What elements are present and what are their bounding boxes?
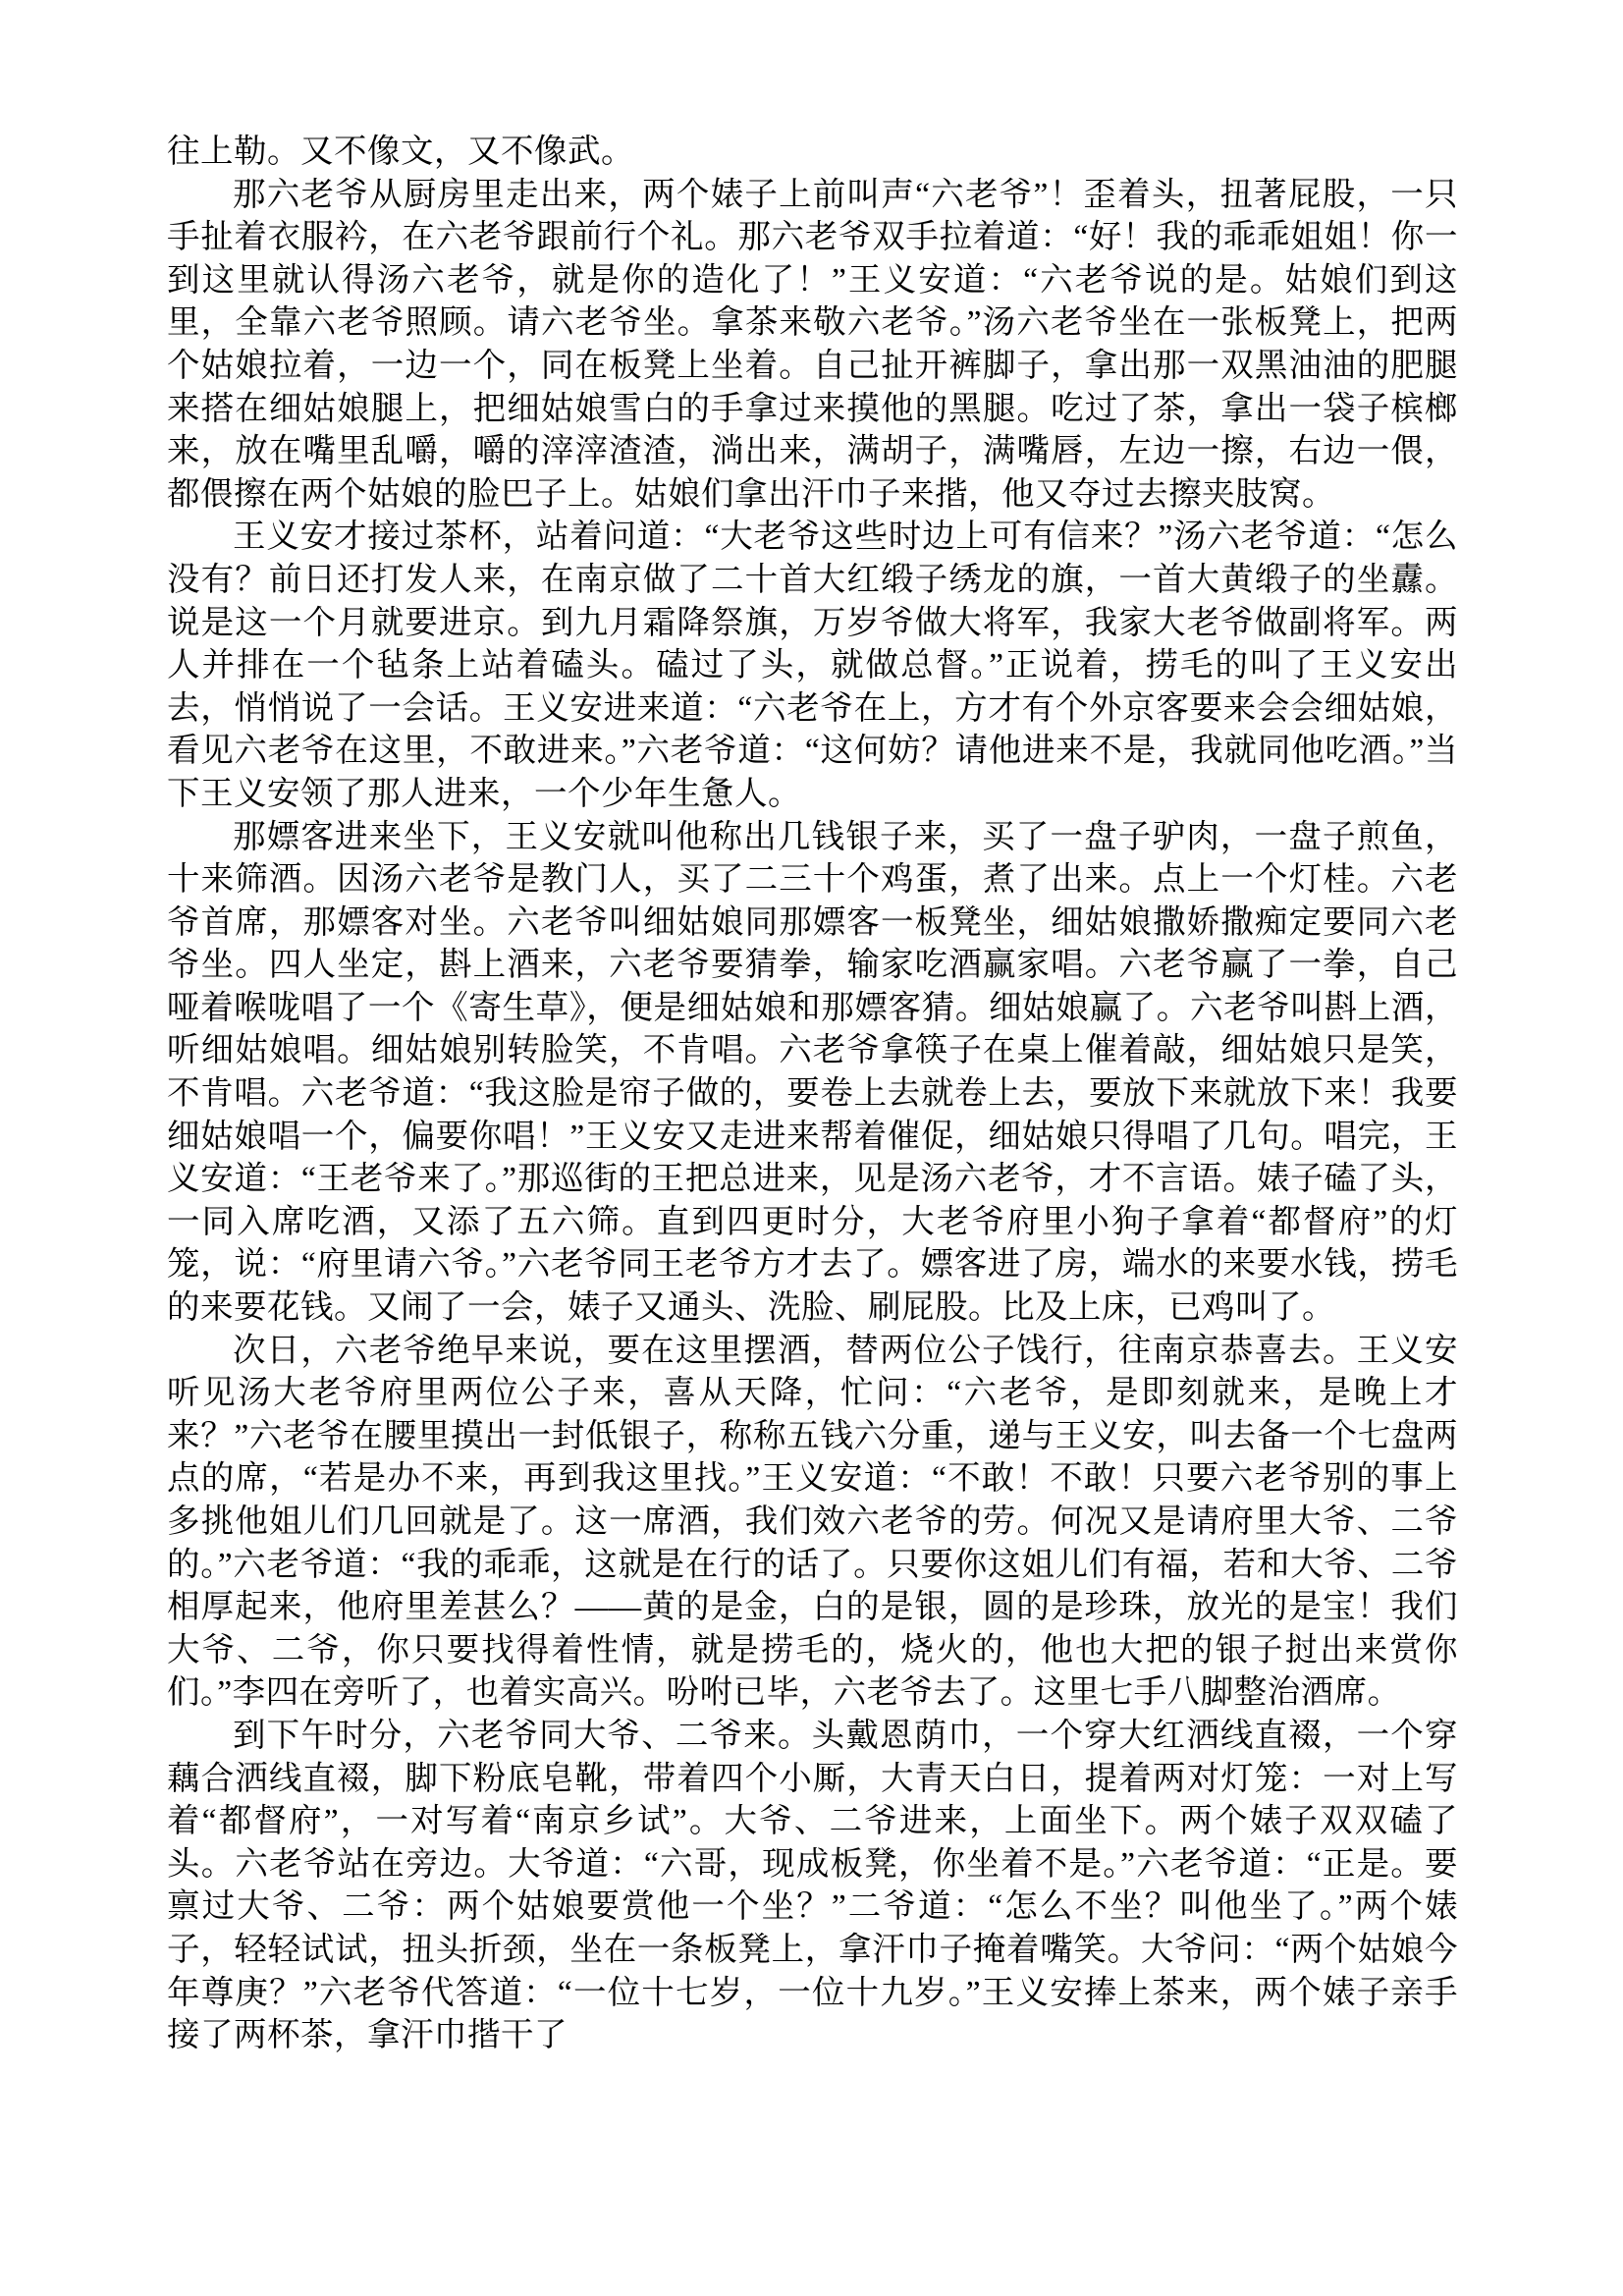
paragraph-2: 那六老爷从厨房里走出来，两个婊子上前叫声“六老爷”！歪着头，扭著屁股，一只手扯着衣服衿，在六老爷跟前行个礼。那六老爷双手拉着道：“好！我的乖乖姐姐！你一到这里就认得汤六老爷，就是你的造化了！”王义安道：“六老爷说的是。姑娘们到这里，全靠六老爷照顾。请六老爷坐。拿茶来敬六老爷。”汤六老爷坐在一张板凳上，把两个姑娘拉着，一边一个，同在板凳上坐着。自己扯开裤脚子，拿出那一双黑油油的肥腿来搭在细姑娘腿上，把细姑娘雪白的手拿过来摸他的黑腿。吃过了茶，拿出一袋子槟榔来，放在嘴里乱嚼，嚼的滓滓渣渣，淌出来，满胡子，满嘴唇，左边一擦，右边一偎，都偎擦在两个姑娘的脸巴子上。姑娘们拿出汗巾子来揩，他又夺过去擦夹肢窝。 bbox=[167, 176, 1458, 513]
paragraph-5: 次日，六老爷绝早来说，要在这里摆酒，替两位公子饯行，往南京恭喜去。王义安听见汤大老爷府里两位公子来，喜从天降，忙问：“六老爷，是即刻就来，是晚上才来？”六老爷在腰里摸出一封低银子，称称五钱六分重，递与王义安，叫去备一个七盘两点的席，“若是办不来，再到我这里找。”王义安道：“不敢！不敢！只要六老爷别的事上多挑他姐儿们几回就是了。这一席酒，我们效六老爷的劳。何况又是请府里大爷、二爷的。”六老爷道：“我的乖乖，这就是在行的话了。只要你这姐儿们有福，若和大爷、二爷相厚起来，他府里差甚么？——黄的是金，白的是银，圆的是珍珠，放光的是宝！我们大爷、二爷，你只要找得着性情，就是捞毛的，烧火的，他也大把的银子挝出来赏你们。”李四在旁听了，也着实高兴。吩咐已毕，六老爷去了。这里七手八脚整治酒席。 bbox=[167, 1332, 1458, 1712]
paragraph-4: 那嫖客进来坐下，王义安就叫他称出几钱银子来，买了一盘子驴肉，一盘子煎鱼，十来筛酒。因汤六老爷是教门人，买了二三十个鸡蛋，煮了出来。点上一个灯桂。六老爷首席，那嫖客对坐。六老爷叫细姑娘同那嫖客一板凳坐，细姑娘撒娇撒痴定要同六老爷坐。四人坐定，斟上酒来，六老爷要猜拳，输家吃酒赢家唱。六老爷赢了一拳，自己哑着喉咙唱了一个《寄生草》，便是细姑娘和那嫖客猜。细姑娘赢了。六老爷叫斟上酒，听细姑娘唱。细姑娘别转脸笑，不肯唱。六老爷拿筷子在桌上催着敲，细姑娘只是笑，不肯唱。六老爷道：“我这脸是帘子做的，要卷上去就卷上去，要放下来就放下来！我要细姑娘唱一个，偏要你唱！”王义安又走进来帮着催促，细姑娘只得唱了几句。唱完，王义安道：“王老爷来了。”那巡街的王把总进来，见是汤六老爷，才不言语。婊子磕了头，一同入席吃酒，又添了五六筛。直到四更时分，大老爷府里小狗子拿着“都督府”的灯笼，说：“府里请六爷。”六老爷同王老爷方才去了。嫖客进了房，端水的来要水钱，捞毛的来要花钱。又闹了一会，婊子又通头、洗脸、刷屁股。比及上床，已鸡叫了。 bbox=[167, 818, 1458, 1327]
paragraph-3: 王义安才接过茶杯，站着问道：“大老爷这些时边上可有信来？”汤六老爷道：“怎么没有？前日还打发人来，在南京做了二十首大红缎子绣龙的旗，一首大黄缎子的坐纛。说是这一个月就要进京。到九月霜降祭旗，万岁爷做大将军，我家大老爷做副将军。两人并排在一个毡条上站着磕头。磕过了头，就做总督。”正说着，捞毛的叫了王义安出去，悄悄说了一会话。王义安进来道：“六老爷在上，方才有个外京客要来会会细姑娘，看见六老爷在这里，不敢进来。”六老爷道：“这何妨？请他进来不是，我就同他吃酒。”当下王义安领了那人进来，一个少年生惫人。 bbox=[167, 519, 1458, 812]
text-block bbox=[167, 131, 1458, 2057]
paragraph-1: 往上勒。又不像文，又不像武。 bbox=[167, 134, 634, 170]
paragraph-6: 到下午时分，六老爷同大爷、二爷来。头戴恩荫巾，一个穿大红洒线直裰，一个穿藕合洒线直裰，脚下粉底皂靴，带着四个小厮，大青天白日，提着两对灯笼：一对上写着“都督府”，一对写着“南京乡试”。大爷、二爷进来，上面坐下。两个婊子双双磕了头。六老爷站在旁边。大爷道：“六哥，现成板凳，你坐着不是。”六老爷道：“正是。要禀过大爷、二爷：两个姑娘要赏他一个坐？”二爷道：“怎么不坐？叫他坐了。”两个婊子，轻轻试试，扭头折颈，坐在一条板凳上，拿汗巾子掩着嘴笑。大爷问：“两个姑娘今年尊庚？”六老爷代答道：“一位十七岁，一位十九岁。”王义安捧上茶来，两个婊子亲手接了两杯茶，拿汗巾揩干了 bbox=[167, 1717, 1458, 2054]
